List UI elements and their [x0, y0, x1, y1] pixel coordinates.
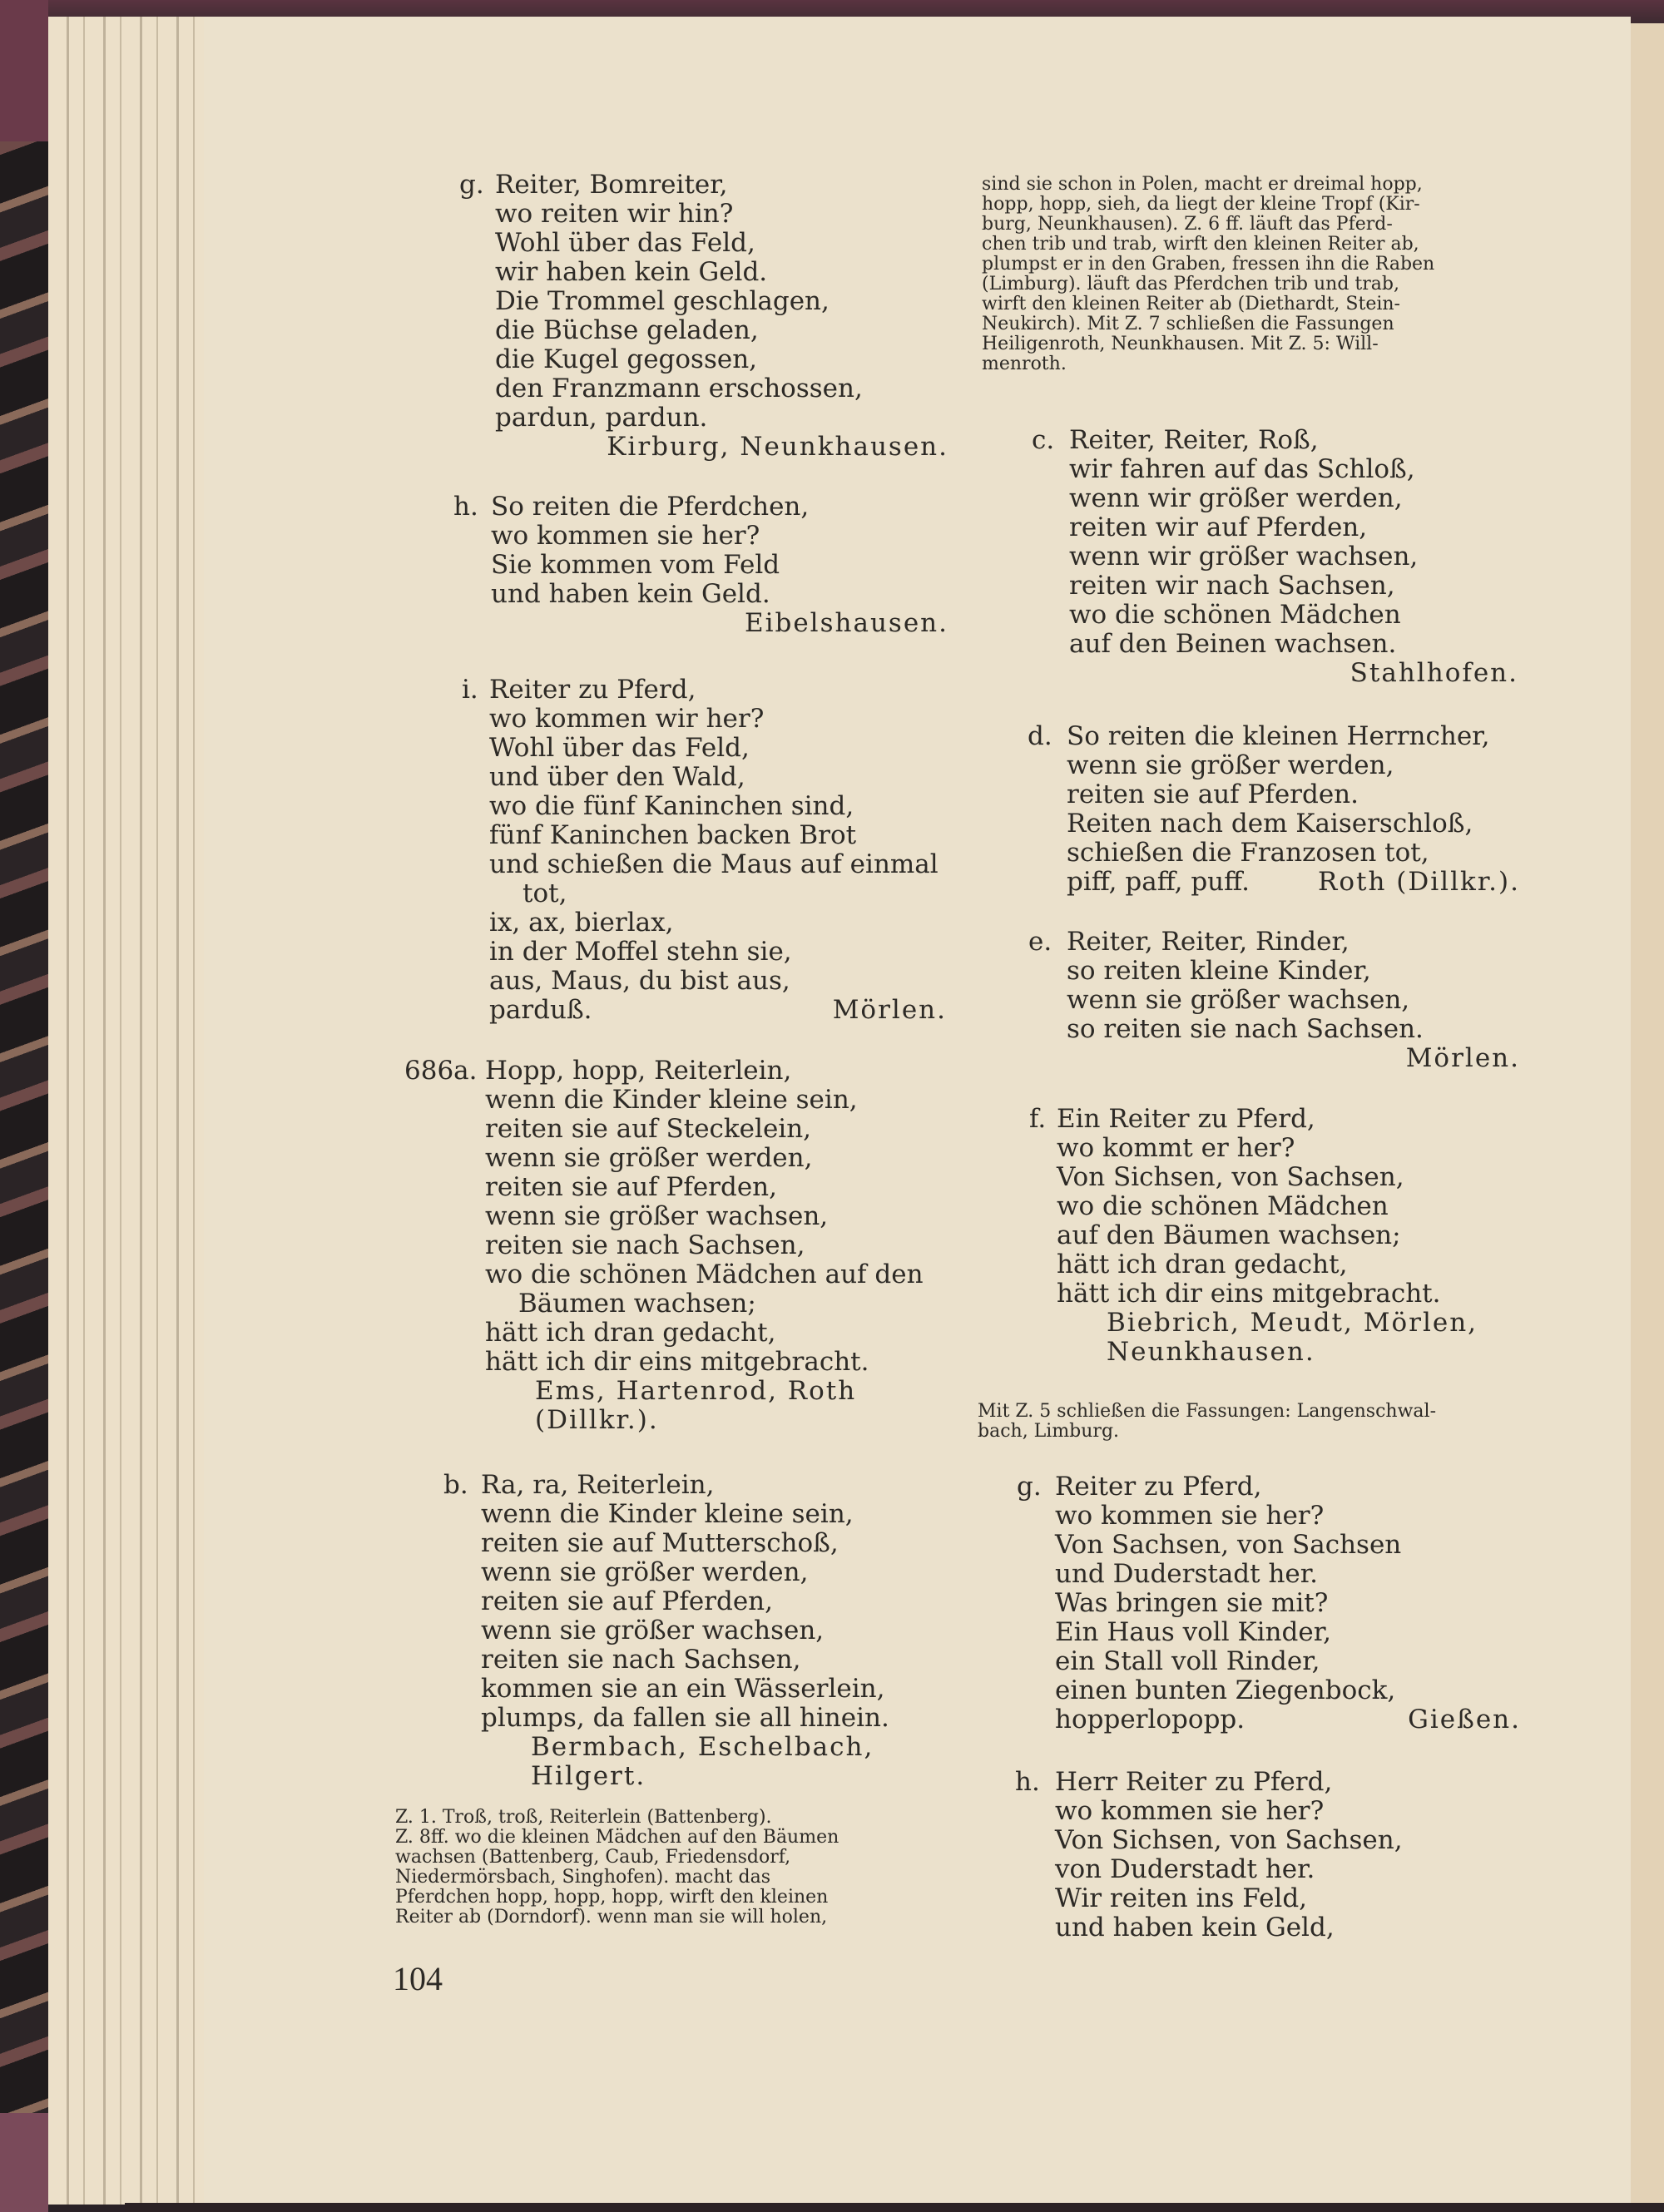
verse-label: b. [443, 1470, 468, 1500]
verse-label: i. [462, 675, 478, 705]
text-line: Was bringen sie mit? [1055, 1588, 1329, 1618]
text-line: plumpst er in den Graben, fressen ihn die Raben [982, 254, 1435, 275]
facing-page-edge [1629, 23, 1664, 2212]
text-line: Bäumen wachsen; [518, 1289, 756, 1319]
text-line: Z. 8ff. wo die kleinen Mädchen auf den Bäumen [395, 1827, 839, 1848]
text-line: bach, Limburg. [978, 1421, 1120, 1442]
text-line: von Duderstadt her. [1055, 1854, 1315, 1884]
verse-label: f. [1029, 1104, 1047, 1134]
text-line: aus, Maus, du bist aus, [489, 966, 790, 996]
text-line: auf den Beinen wachsen. [1069, 629, 1397, 659]
text-line: und Duderstadt her. [1055, 1559, 1319, 1589]
text-line: und haben kein Geld, [1055, 1913, 1335, 1942]
text-line: Hopp, hopp, Reiterlein, [485, 1056, 792, 1086]
text-line: Neukirch). Mit Z. 7 schließen die Fassungen [982, 314, 1394, 334]
text-line: Wir reiten ins Feld, [1055, 1883, 1308, 1913]
text-line: reiten sie nach Sachsen, [485, 1230, 805, 1260]
text-line [1055, 1705, 1521, 1734]
text-line: Ein Haus voll Kinder, [1055, 1617, 1331, 1647]
text-line: plumps, da fallen sie all hinein. [481, 1703, 889, 1733]
place-name: Gießen. [1408, 1705, 1521, 1734]
text-line: kommen sie an ein Wässerlein, [481, 1674, 885, 1704]
text-line: tot, [522, 878, 567, 908]
text-line: wo die schönen Mädchen auf den [485, 1259, 924, 1289]
text-line: wo kommen sie her? [1055, 1796, 1325, 1826]
text-line: menroth. [982, 354, 1067, 374]
text-line: reiten wir auf Pferden, [1069, 512, 1368, 542]
text-line: burg, Neunkhausen). Z. 6 ff. läuft das Pferd- [982, 214, 1393, 235]
text-line: reiten wir nach Sachsen, [1069, 571, 1395, 601]
text-line: einen bunten Ziegenbock, [1055, 1675, 1396, 1705]
text-line: Von Sachsen, von Sachsen [1055, 1530, 1402, 1560]
text-line: wirft den kleinen Reiter ab (Diethardt, Stein- [982, 294, 1400, 314]
text-line: reiten sie auf Pferden, [485, 1172, 778, 1202]
verse-left-686a [485, 1057, 943, 1435]
verse-right-h [1055, 1768, 1521, 1942]
place-name: Eibelshausen. [744, 608, 948, 638]
verse-label: g. [1017, 1472, 1042, 1502]
verse-label: g. [459, 170, 484, 200]
book-cover-spine [0, 0, 48, 2212]
text-line: so reiten kleine Kinder, [1067, 956, 1371, 986]
text-line-last: piff, paff, puff. [1067, 867, 1250, 897]
page-edges [48, 17, 206, 2205]
text-line-last: parduß. [489, 995, 592, 1025]
text-line: ix, ax, bierlax, [489, 908, 674, 938]
text-line: wo kommt er her? [1057, 1133, 1295, 1163]
text-line: chen trib und trab, wirft den kleinen Reiter ab, [982, 234, 1419, 255]
text-line: Reiter zu Pferd, [489, 675, 696, 705]
place-name: Hilgert. [531, 1761, 646, 1791]
text-line: Von Sichsen, von Sachsen, [1057, 1162, 1404, 1192]
text-line: Die Trommel geschlagen, [495, 286, 830, 316]
text-line: die Büchse geladen, [495, 315, 759, 345]
text-line: reiten sie auf Pferden. [1067, 779, 1359, 809]
text-line: So reiten die Pferdchen, [491, 492, 810, 522]
verse-left-i [489, 675, 947, 1025]
place-name: Roth (Dillkr.). [1318, 867, 1520, 897]
place-name: Ems, Hartenrod, Roth [535, 1376, 857, 1406]
verse-label: e. [1028, 927, 1052, 957]
text-line: Reiter, Bomreiter, [495, 170, 728, 200]
text-line [489, 996, 947, 1025]
text-line: wenn sie größer werden, [1067, 750, 1394, 780]
verse-label: h. [1015, 1767, 1040, 1797]
text-line: und über den Wald, [489, 762, 745, 792]
verse-right-f [1057, 1105, 1518, 1367]
verse-right-d [1067, 722, 1520, 897]
text-line: (Limburg). läuft das Pferdchen trib und trab, [982, 274, 1399, 294]
text-line: Wohl über das Feld, [489, 733, 750, 763]
place-name: Neunkhausen. [1107, 1337, 1315, 1367]
text-line: reiten sie auf Pferden, [481, 1586, 774, 1616]
verse-label: h. [453, 492, 478, 522]
text-line: Sie kommen vom Feld [491, 550, 780, 580]
text-line: wenn die Kinder kleine sein, [485, 1085, 858, 1115]
text-line: fünf Kaninchen backen Brot [489, 820, 857, 850]
text-line: Niedermörsbach, Singhofen). macht das [395, 1867, 770, 1888]
text-line: Heiligenroth, Neunkhausen. Mit Z. 5: Will- [982, 334, 1379, 354]
text-line: hätt ich dir eins mitgebracht. [1057, 1279, 1441, 1309]
place-name: Bermbach, Eschelbach, [531, 1732, 874, 1762]
book-cover-cloth-bottom [0, 2113, 48, 2212]
text-line: wo die schönen Mädchen [1069, 600, 1401, 630]
text-line: den Franzmann erschossen, [495, 374, 863, 403]
text-line: Von Sichsen, von Sachsen, [1055, 1825, 1403, 1855]
text-line: wenn sie größer werden, [485, 1143, 813, 1173]
book-cover-cloth [0, 0, 48, 141]
text-line: hätt ich dran gedacht, [1057, 1250, 1348, 1279]
text-line: wo kommen sie her? [491, 521, 760, 551]
text-line: hätt ich dir eins mitgebracht. [485, 1347, 869, 1377]
place-name: Stahlhofen. [1350, 658, 1518, 688]
text-line: wo kommen sie her? [1055, 1501, 1325, 1531]
text-line-last: hopperlopopp. [1055, 1705, 1246, 1734]
text-line: auf den Bäumen wachsen; [1057, 1220, 1401, 1250]
text-line: wenn sie größer wachsen, [485, 1201, 829, 1231]
text-line: So reiten die kleinen Herrncher, [1067, 721, 1490, 751]
text-line: sind sie schon in Polen, macht er dreimal hopp, [982, 174, 1423, 195]
text-line: ein Stall voll Rinder, [1055, 1646, 1320, 1676]
text-line: Ein Reiter zu Pferd, [1057, 1104, 1315, 1134]
verse-left-g [495, 171, 948, 462]
text-line: Ra, ra, Reiterlein, [481, 1470, 715, 1500]
text-line: und haben kein Geld. [491, 579, 770, 609]
verse-left-b [481, 1471, 938, 1791]
text-line: wo reiten wir hin? [495, 199, 734, 229]
text-line: wachsen (Battenberg, Caub, Friedensdorf, [395, 1847, 791, 1868]
place-name: Kirburg, Neunkhausen. [607, 432, 948, 462]
text-line: wenn die Kinder kleine sein, [481, 1499, 854, 1529]
verse-right-c [1069, 426, 1518, 688]
page-number: 104 [393, 1960, 443, 1997]
verse-left-h [491, 492, 948, 638]
text-line: pardun, pardun. [495, 403, 708, 433]
footnote-right-f [978, 1402, 1518, 1442]
place-name: (Dillkr.). [535, 1405, 659, 1435]
text-line: Reiter, Reiter, Roß, [1069, 425, 1319, 455]
text-line: wenn wir größer werden, [1069, 483, 1403, 513]
text-line: wo die schönen Mädchen [1057, 1191, 1389, 1221]
text-line: hopp, hopp, sieh, da liegt der kleine Tropf (Kir- [982, 194, 1420, 215]
place-name: Biebrich, Meudt, Mörlen, [1107, 1308, 1478, 1338]
verse-number: 686a. [404, 1056, 478, 1086]
place-name: Mörlen. [1405, 1043, 1520, 1073]
text-line: und schießen die Maus auf einmal [489, 849, 938, 879]
text-line: wir fahren auf das Schloß, [1069, 454, 1415, 484]
footnote-right-top [982, 175, 1527, 374]
text-line: reiten sie nach Sachsen, [481, 1645, 801, 1675]
text-line: reiten sie auf Mutterschoß, [481, 1528, 839, 1558]
verse-label: c. [1032, 425, 1055, 455]
text-line: so reiten sie nach Sachsen. [1067, 1014, 1424, 1044]
text-line: Reiter, Reiter, Rinder, [1067, 927, 1350, 957]
text-line: wo die fünf Kaninchen sind, [489, 791, 854, 821]
text-line: schießen die Franzosen tot, [1067, 838, 1429, 868]
page-shadow [125, 2203, 1664, 2212]
text-line: hätt ich dran gedacht, [485, 1318, 776, 1348]
text-line: wenn wir größer wachsen, [1069, 542, 1419, 572]
footnote-left [395, 1808, 928, 1927]
text-line [1067, 868, 1520, 897]
text-line: Z. 1. Troß, troß, Reiterlein (Battenberg). [395, 1807, 772, 1828]
text-line: Wohl über das Feld, [495, 228, 755, 258]
text-line: wenn sie größer wachsen, [481, 1616, 825, 1645]
text-line: Pferdchen hopp, hopp, hopp, wirft den kleinen [395, 1887, 829, 1908]
text-line: wir haben kein Geld. [495, 257, 768, 287]
text-line: die Kugel gegossen, [495, 344, 758, 374]
verse-label: d. [1028, 721, 1052, 751]
text-line: Reiter zu Pferd, [1055, 1472, 1262, 1502]
text-line: wenn sie größer wachsen, [1067, 985, 1410, 1015]
text-line: in der Moffel stehn sie, [489, 937, 792, 967]
verse-right-e [1067, 928, 1520, 1073]
place-name: Mörlen. [832, 995, 947, 1025]
text-line: Mit Z. 5 schließen die Fassungen: Langenschwal- [978, 1401, 1436, 1422]
text-line: wenn sie größer werden, [481, 1557, 809, 1587]
verse-right-g [1055, 1472, 1521, 1734]
text-line: Reiter ab (Dorndorf). wenn man sie will holen, [395, 1907, 828, 1927]
text-line: reiten sie auf Steckelein, [485, 1114, 812, 1144]
text-line: Reiten nach dem Kaiserschloß, [1067, 809, 1473, 839]
text-line: Herr Reiter zu Pferd, [1055, 1767, 1333, 1797]
text-line: wo kommen wir her? [489, 704, 765, 734]
